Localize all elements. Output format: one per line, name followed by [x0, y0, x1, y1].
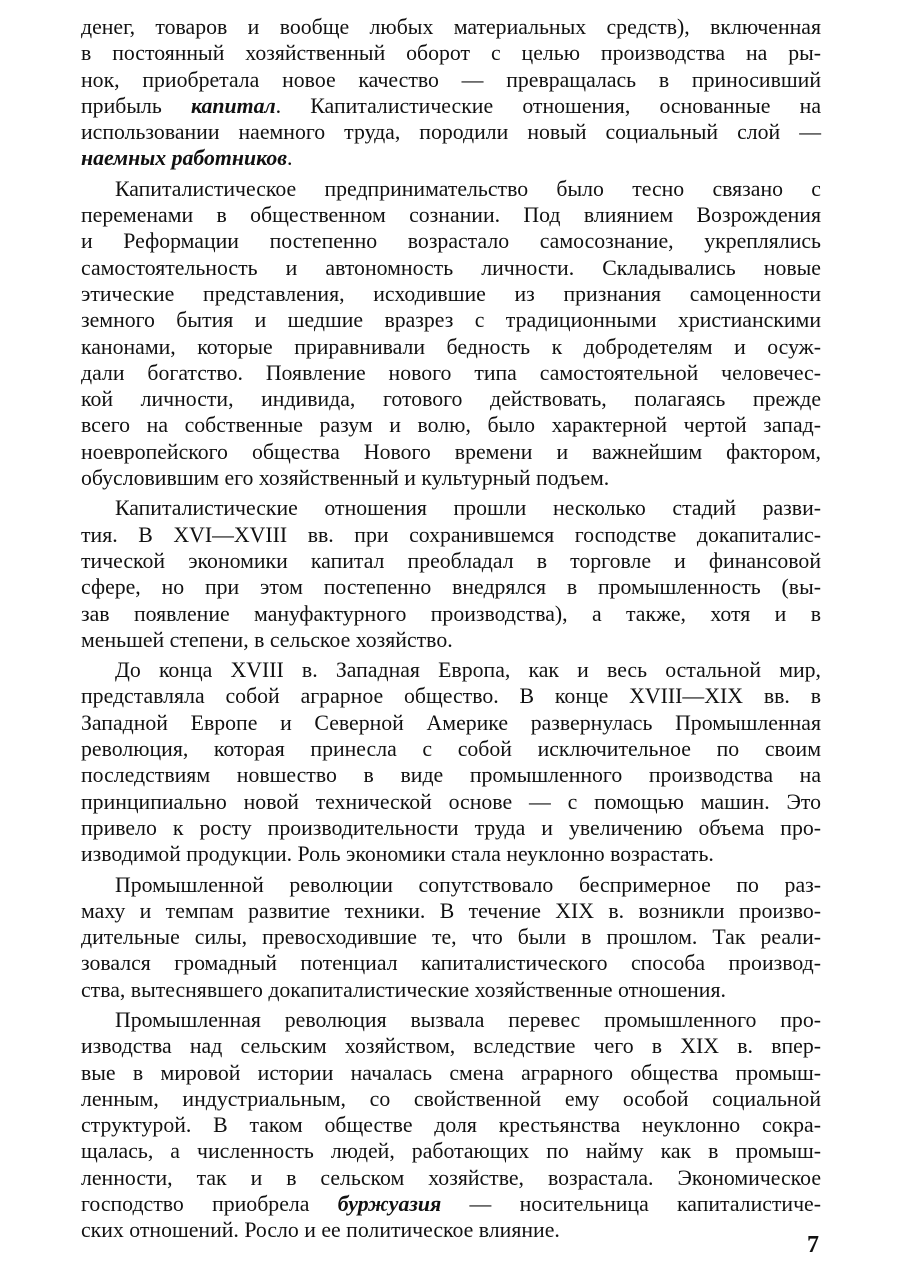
- text-run: . Капиталистические отношения, основанные на: [275, 93, 822, 118]
- text-run: кой личности, индивида, готового действовать, полагаясь прежде: [81, 387, 821, 412]
- text-run: в постоянный хозяйственный оборот с целью производства на ры-: [81, 41, 821, 66]
- text-run: вые в мировой истории началась смена аграрного общества промыш-: [81, 1060, 821, 1085]
- text-run: всего на собственные разум и волю, было характерной чертой запад-: [81, 413, 821, 438]
- text-line: [81, 898, 821, 924]
- text-line: [81, 307, 821, 333]
- text-run: дительные силы, превосходившие те, что были в прошлом. Так реали-: [81, 925, 821, 950]
- paragraph: [81, 495, 821, 653]
- text-run: принципиально новой технической основе — с помощью машин. Это: [81, 789, 821, 814]
- text-line: [81, 815, 821, 841]
- text-run: последствиям новшество в виде промышленного производства на: [81, 763, 821, 788]
- text-run: изводимой продукции. Роль экономики стала неуклонно возрастать.: [81, 842, 714, 867]
- text-line: [81, 762, 821, 788]
- text-line: [81, 522, 821, 548]
- text-run: сфере, но при этом постепенно внедрялся в промышленность (вы-: [81, 575, 821, 600]
- text-line: [81, 1112, 821, 1138]
- text-run: представляла собой аграрное общество. В конце XVIII—XIX вв. в: [81, 684, 821, 709]
- text-run: Капиталистические отношения прошли несколько стадий разви-: [115, 496, 821, 521]
- emphasis-term: наемных работников: [81, 146, 287, 171]
- text-line: [81, 977, 821, 1003]
- text-line: [81, 93, 821, 119]
- text-line: [81, 67, 821, 93]
- text-line: [81, 1060, 821, 1086]
- text-run: этические представления, исходившие из признания самоценности: [81, 281, 821, 306]
- text-run: ленным, индустриальным, со свойственной ему особой социальной: [81, 1086, 821, 1111]
- text-line: [81, 872, 821, 898]
- text-line: [81, 657, 821, 683]
- text-run: ленности, так и в сельском хозяйстве, возрастала. Экономическое: [81, 1165, 821, 1190]
- text-run: прибыль: [81, 93, 191, 118]
- text-run: Промышленная революция вызвала перевес промышленного про-: [115, 1007, 821, 1032]
- text-line: [81, 439, 821, 465]
- text-line: [81, 360, 821, 386]
- text-run: зовался громадный потенциал капиталистического способа производ-: [81, 951, 821, 976]
- text-run: использовании наемного труда, породили новый социальный слой —: [81, 120, 821, 145]
- text-line: [81, 1191, 821, 1217]
- text-run: переменами в общественном сознании. Под влиянием Возрождения: [81, 203, 821, 228]
- paragraph: [81, 657, 821, 867]
- text-run: ских отношений. Росло и ее политическое влияние.: [81, 1218, 560, 1243]
- text-line: [81, 789, 821, 815]
- emphasis-term: буржуазия: [337, 1192, 442, 1217]
- text-line: [81, 495, 821, 521]
- text-run: канонами, которые приравнивали бедность к добродетелям и осуж-: [81, 334, 821, 359]
- text-line: [81, 1086, 821, 1112]
- text-line: [81, 950, 821, 976]
- text-run: господство приобрела: [81, 1192, 338, 1217]
- text-run: Промышленной революции сопутствовало беспримерное по раз-: [115, 872, 821, 897]
- text-line: [81, 412, 821, 438]
- page-number: 7: [807, 1232, 819, 1258]
- paragraph: [81, 1007, 821, 1244]
- text-run: Капиталистическое предпринимательство было тесно связано с: [115, 176, 821, 201]
- text-run: тической экономики капитал преобладал в торговле и финансовой: [81, 548, 821, 573]
- text-line: [81, 202, 821, 228]
- text-run: ноевропейского общества Нового времени и важнейшим фактором,: [81, 439, 821, 464]
- text-line: [81, 710, 821, 736]
- text-line: [81, 1007, 821, 1033]
- text-run: До конца XVIII в. Западная Европа, как и весь остальной мир,: [115, 658, 821, 683]
- text-line: [81, 386, 821, 412]
- text-line: [81, 145, 821, 171]
- text-run: революция, которая принесла с собой исключительное по своим: [81, 737, 821, 762]
- text-run: нок, приобретала новое качество — превращалась в приносивший: [81, 67, 821, 92]
- text-line: [81, 465, 821, 491]
- text-run: .: [286, 146, 293, 171]
- text-line: [81, 736, 821, 762]
- text-run: — носительница капиталистиче-: [441, 1192, 821, 1217]
- text-line: [81, 40, 821, 66]
- text-run: щалась, а численность людей, работающих по найму как в промыш-: [81, 1139, 821, 1164]
- emphasis-term: капитал: [190, 93, 276, 118]
- text-line: [81, 1033, 821, 1059]
- text-run: дали богатство. Появление нового типа самостоятельной человечес-: [81, 360, 821, 385]
- text-run: и Реформации постепенно возрастало самосознание, укреплялись: [81, 229, 821, 254]
- text-run: самостоятельность и автономность личности. Складывались новые: [81, 255, 821, 280]
- paragraph: [81, 176, 821, 492]
- text-line: [81, 683, 821, 709]
- text-line: [81, 627, 821, 653]
- text-run: денег, товаров и вообще любых материальных средств), включенная: [81, 15, 821, 39]
- text-run: ства, вытеснявшего докапиталистические хозяйственные отношения.: [81, 977, 726, 1002]
- text-line: [81, 176, 821, 202]
- text-run: структурой. В таком обществе доля крестьянства неуклонно сокра-: [81, 1113, 821, 1138]
- text-line: [81, 1165, 821, 1191]
- text-line: [81, 334, 821, 360]
- text-line: [81, 119, 821, 145]
- text-line: [81, 255, 821, 281]
- text-run: изводства над сельским хозяйством, вследствие чего в XIX в. впер-: [81, 1034, 821, 1059]
- text-line: [81, 601, 821, 627]
- text-run: земного бытия и шедшие вразрез с традиционными христианскими: [81, 308, 821, 333]
- text-run: привело к росту производительности труда и увеличению объема про-: [81, 815, 821, 840]
- text-run: Западной Европе и Северной Америке развернулась Промышленная: [81, 710, 821, 735]
- paragraph: [81, 14, 821, 172]
- text-run: меньшей степени, в сельское хозяйство.: [81, 627, 453, 652]
- paragraph: [81, 872, 821, 1003]
- text-run: тия. В XVI—XVIII вв. при сохранившемся господстве докапиталис-: [81, 522, 821, 547]
- text-run: маху и темпам развитие техники. В течение XIX в. возникли произво-: [81, 898, 821, 923]
- text-line: [81, 574, 821, 600]
- text-line: [81, 841, 821, 867]
- text-run: обусловившим его хозяйственный и культурный подъем.: [81, 466, 610, 491]
- text-line: [81, 548, 821, 574]
- text-line: [81, 281, 821, 307]
- text-line: [81, 228, 821, 254]
- text-line: [81, 924, 821, 950]
- text-line: [81, 1138, 821, 1164]
- text-line: [81, 1217, 821, 1243]
- text-run: зав появление мануфактурного производства), а также, хотя и в: [81, 601, 821, 626]
- page-body: [81, 14, 821, 1244]
- text-line: [81, 14, 821, 40]
